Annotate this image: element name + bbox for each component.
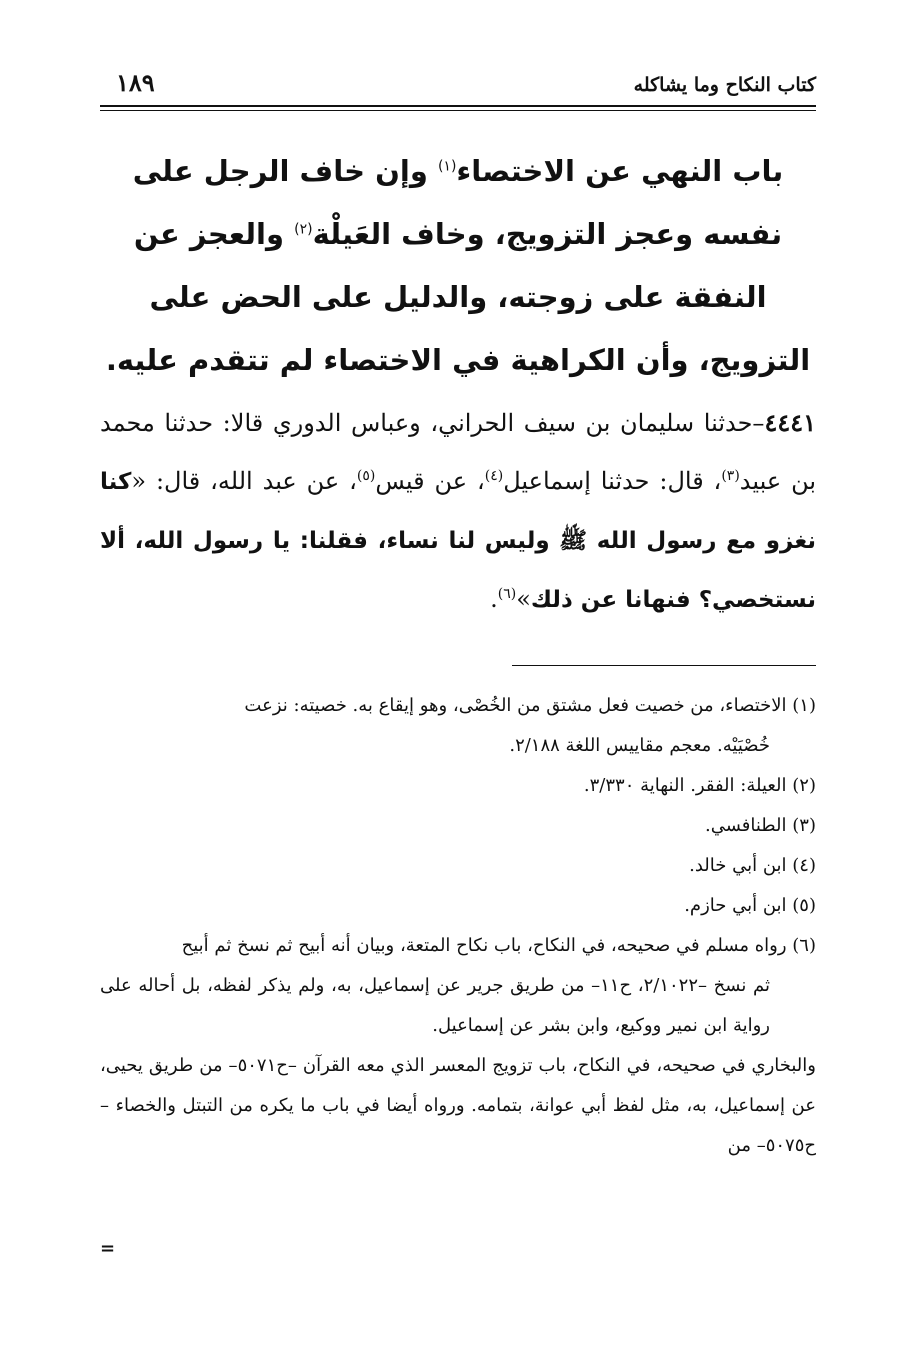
- footnote-3: (٣) الطنافسي.: [704, 815, 816, 836]
- continuation-mark: =: [100, 1238, 116, 1259]
- footnote-ref-1[interactable]: (١): [437, 158, 457, 175]
- chapter-title-part3: والعجز عن النفقة على زوجته، والدليل على الحض على التزويج، وأن الكراهية في الاختصاء لم تتقدم عليه.: [105, 217, 811, 377]
- footnote-ref-6[interactable]: (٦): [497, 586, 517, 602]
- footnote-6-continuation: ثم نسخ –٢/١٠٢٢، ح١١– من طريق جرير عن إسماعيل، به، ولم يذكر لفظه، بل أحاله على رواية ابن نمير ووكيع، وابن بشر عن إسماعيل.: [100, 975, 771, 1036]
- hadith-matn: كنا نغزو مع رسول الله ﷺ وليس لنا نساء، فقلنا: يا رسول الله، ألا نستخصي؟ فنهانا عن ذلك: [100, 469, 816, 613]
- footnote-ref-2[interactable]: (٢): [294, 221, 313, 238]
- chapter-title-part1: باب النهي عن الاختصاء: [456, 154, 784, 188]
- hadith-isnad-1: –حدثنا سليمان بن سيف الحراني، وعباس الدوري قالا: حدثنا محمد بن عبيد: [100, 409, 817, 495]
- hadith-isnad-2: ، قال: حدثنا إسماعيل: [503, 467, 722, 495]
- footnote-1: (١) الاختصاء، من خصيت فعل مشتق من الخُصْى، وهو إيقاع به. خصيته: نزعت: [244, 695, 816, 716]
- footnotes-section: [100, 686, 816, 1166]
- hadith-isnad-4: ، عن عبد الله، قال: «: [131, 467, 357, 495]
- footnote-ref-3[interactable]: (٣): [721, 468, 740, 484]
- page-number: ١٨٩: [116, 68, 155, 97]
- footnote-5: (٥) ابن أبي حازم.: [684, 895, 816, 916]
- header-rule: [100, 105, 816, 107]
- footnote-6: (٦) رواه مسلم في صحيحه، في النكاح، باب نكاح المتعة، وبيان أنه أبيح ثم نسخ ثم أبيح: [181, 935, 816, 956]
- hadith-number: ٤٤٤١: [764, 408, 816, 437]
- footnote-ref-4[interactable]: (٤): [484, 468, 504, 484]
- hadith-paragraph: [100, 394, 816, 629]
- book-title: كتاب النكاح وما يشاكله: [633, 74, 816, 96]
- footnote-ref-5[interactable]: (٥): [356, 468, 376, 484]
- hadith-end-period: .: [490, 585, 498, 613]
- hadith-close-quote: »: [516, 585, 531, 613]
- footnote-4: (٤) ابن أبي خالد.: [689, 855, 816, 876]
- header-rule-thin: [100, 110, 816, 111]
- hadith-isnad-3: ، عن قيس: [375, 467, 485, 495]
- footnote-6-bukhari: والبخاري في صحيحه، في النكاح، باب تزويج المعسر الذي معه القرآن –ح٥٠٧١– من طريق يحيى، عن إسماعيل، به، مثل لفظ أبي عوانة، بتمامه. ورواه أيضا في باب ما يكره من التبتل والخصاء –ح٥٠٧٥– من: [100, 1055, 816, 1156]
- footnote-separator: [512, 665, 816, 666]
- chapter-title-part2: وإن خاف الرجل على نفسه وعجز التزويج، وخاف العَيلْة: [132, 154, 783, 251]
- footnote-1-continuation: خُصْيَيْه. معجم مقاييس اللغة ٢/١٨٨.: [509, 735, 770, 756]
- footnote-2: (٢) العيلة: الفقر. النهاية ٣/٣٣٠.: [583, 775, 816, 796]
- running-header: [100, 62, 816, 112]
- chapter-title: [100, 140, 816, 392]
